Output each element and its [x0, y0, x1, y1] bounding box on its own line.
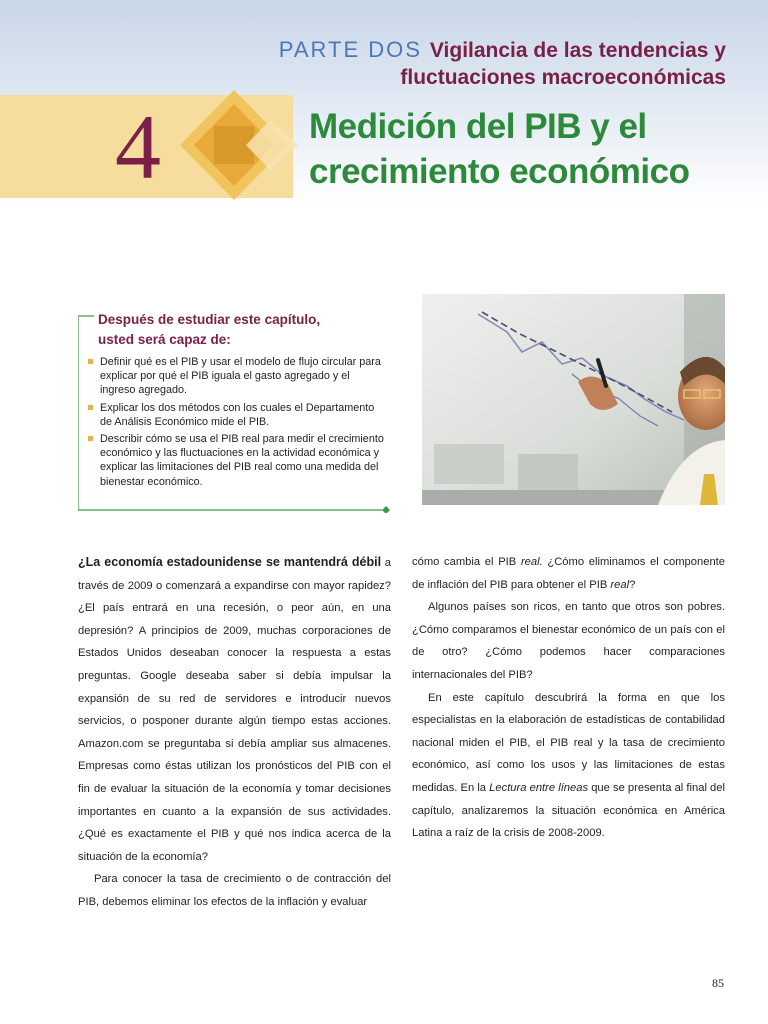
body-paragraph-3: Algunos países son ricos, en tanto que otros son pobres. ¿Cómo comparamos el bienestar económico de un país con el de otro? ¿Cómo podemos hacer comparaciones internacionales del PIB? — [412, 601, 725, 681]
objectives-heading — [98, 310, 388, 350]
man-drawing-chart-photo — [422, 294, 725, 505]
body-paragraph-4: En este capítulo descubrirá la forma en que los especialistas en la elaboración de estadísticas de contabilidad nacional miden el PIB, el PIB real y la tasa de crecimiento económico, así como los usos y las limitaciones de estas medidas. En la Lectura entre líneas que se presenta al final del capítulo, analizaremos la situación económica en América Latina a raíz de la crisis de 2008-2009. — [412, 691, 725, 840]
chapter-title — [309, 104, 729, 194]
part-title-line1: Vigilancia de las tendencias y — [429, 39, 726, 62]
page-number: 85 — [712, 976, 724, 990]
body-column-right — [412, 551, 725, 845]
bullet-icon — [88, 359, 93, 364]
part-label: PARTE DOS — [278, 37, 422, 62]
body-lead: ¿La economía estadounidense se mantendrá débil — [78, 555, 382, 569]
body-paragraph-2: Para conocer la tasa de crecimiento o de contracción del PIB, debemos eliminar los efectos de la inflación y evaluar — [78, 873, 391, 908]
part-title-line2: fluctuaciones macroeconómicas — [400, 66, 726, 89]
chapter-title-line1: Medición del PIB y el — [309, 107, 647, 146]
bullet-icon — [88, 436, 93, 441]
body-paragraph-2-continued: cómo cambia el PIB real. ¿Cómo eliminamos el componente de inflación del PIB para obtener el PIB real? — [412, 556, 725, 591]
bullet-icon — [88, 405, 93, 410]
objectives-heading-line1: Después de estudiar este capítulo, — [98, 312, 321, 327]
learning-objectives-box — [78, 307, 390, 513]
objective-item: Explicar los dos métodos con los cuales el Departamento de Análisis Económico mide el PIB. — [86, 401, 386, 429]
objectives-list — [86, 355, 386, 492]
objective-item: Definir qué es el PIB y usar el modelo de flujo circular para explicar por qué el PIB iguala el gasto agregado y el ingreso agregado. — [86, 355, 386, 398]
part-heading — [279, 36, 726, 67]
objective-item: Describir cómo se usa el PIB real para medir el crecimiento económico y las fluctuaciones en la actividad económica y explicar las limitaciones del PIB real como una medida del bienestar económico. — [86, 432, 386, 489]
chapter-diamond-ornament — [180, 90, 300, 200]
chapter-number: 4 — [115, 96, 161, 198]
body-column-left — [78, 551, 391, 914]
objectives-heading-line2: usted será capaz de: — [98, 332, 231, 347]
body-paragraph-1: a través de 2009 o comenzará a expandirse con mayor rapidez? ¿El país entrará en una recesión, o peor aún, en una depresión? A principios de 2009, muchas corporaciones de Estados Unidos deseaban conocer la respuesta a estas preguntas. Google deseaba saber si debía impulsar la expansión de su red de servidores e introducir nuevos servicios, o posponer durante algún tiempo estas acciones. Amazon.com se preguntaba si debía ampliar sus almacenes. Empresas como éstas utilizan los pronósticos del PIB con el fin de evaluar la situación de la economía y tomar decisiones importantes en cuanto a la expansión de sus actividades. ¿Qué es exactamente el PIB y qué nos indica acerca de la situación de la economía? — [78, 557, 391, 863]
chapter-title-line2: crecimiento económico — [309, 152, 690, 191]
